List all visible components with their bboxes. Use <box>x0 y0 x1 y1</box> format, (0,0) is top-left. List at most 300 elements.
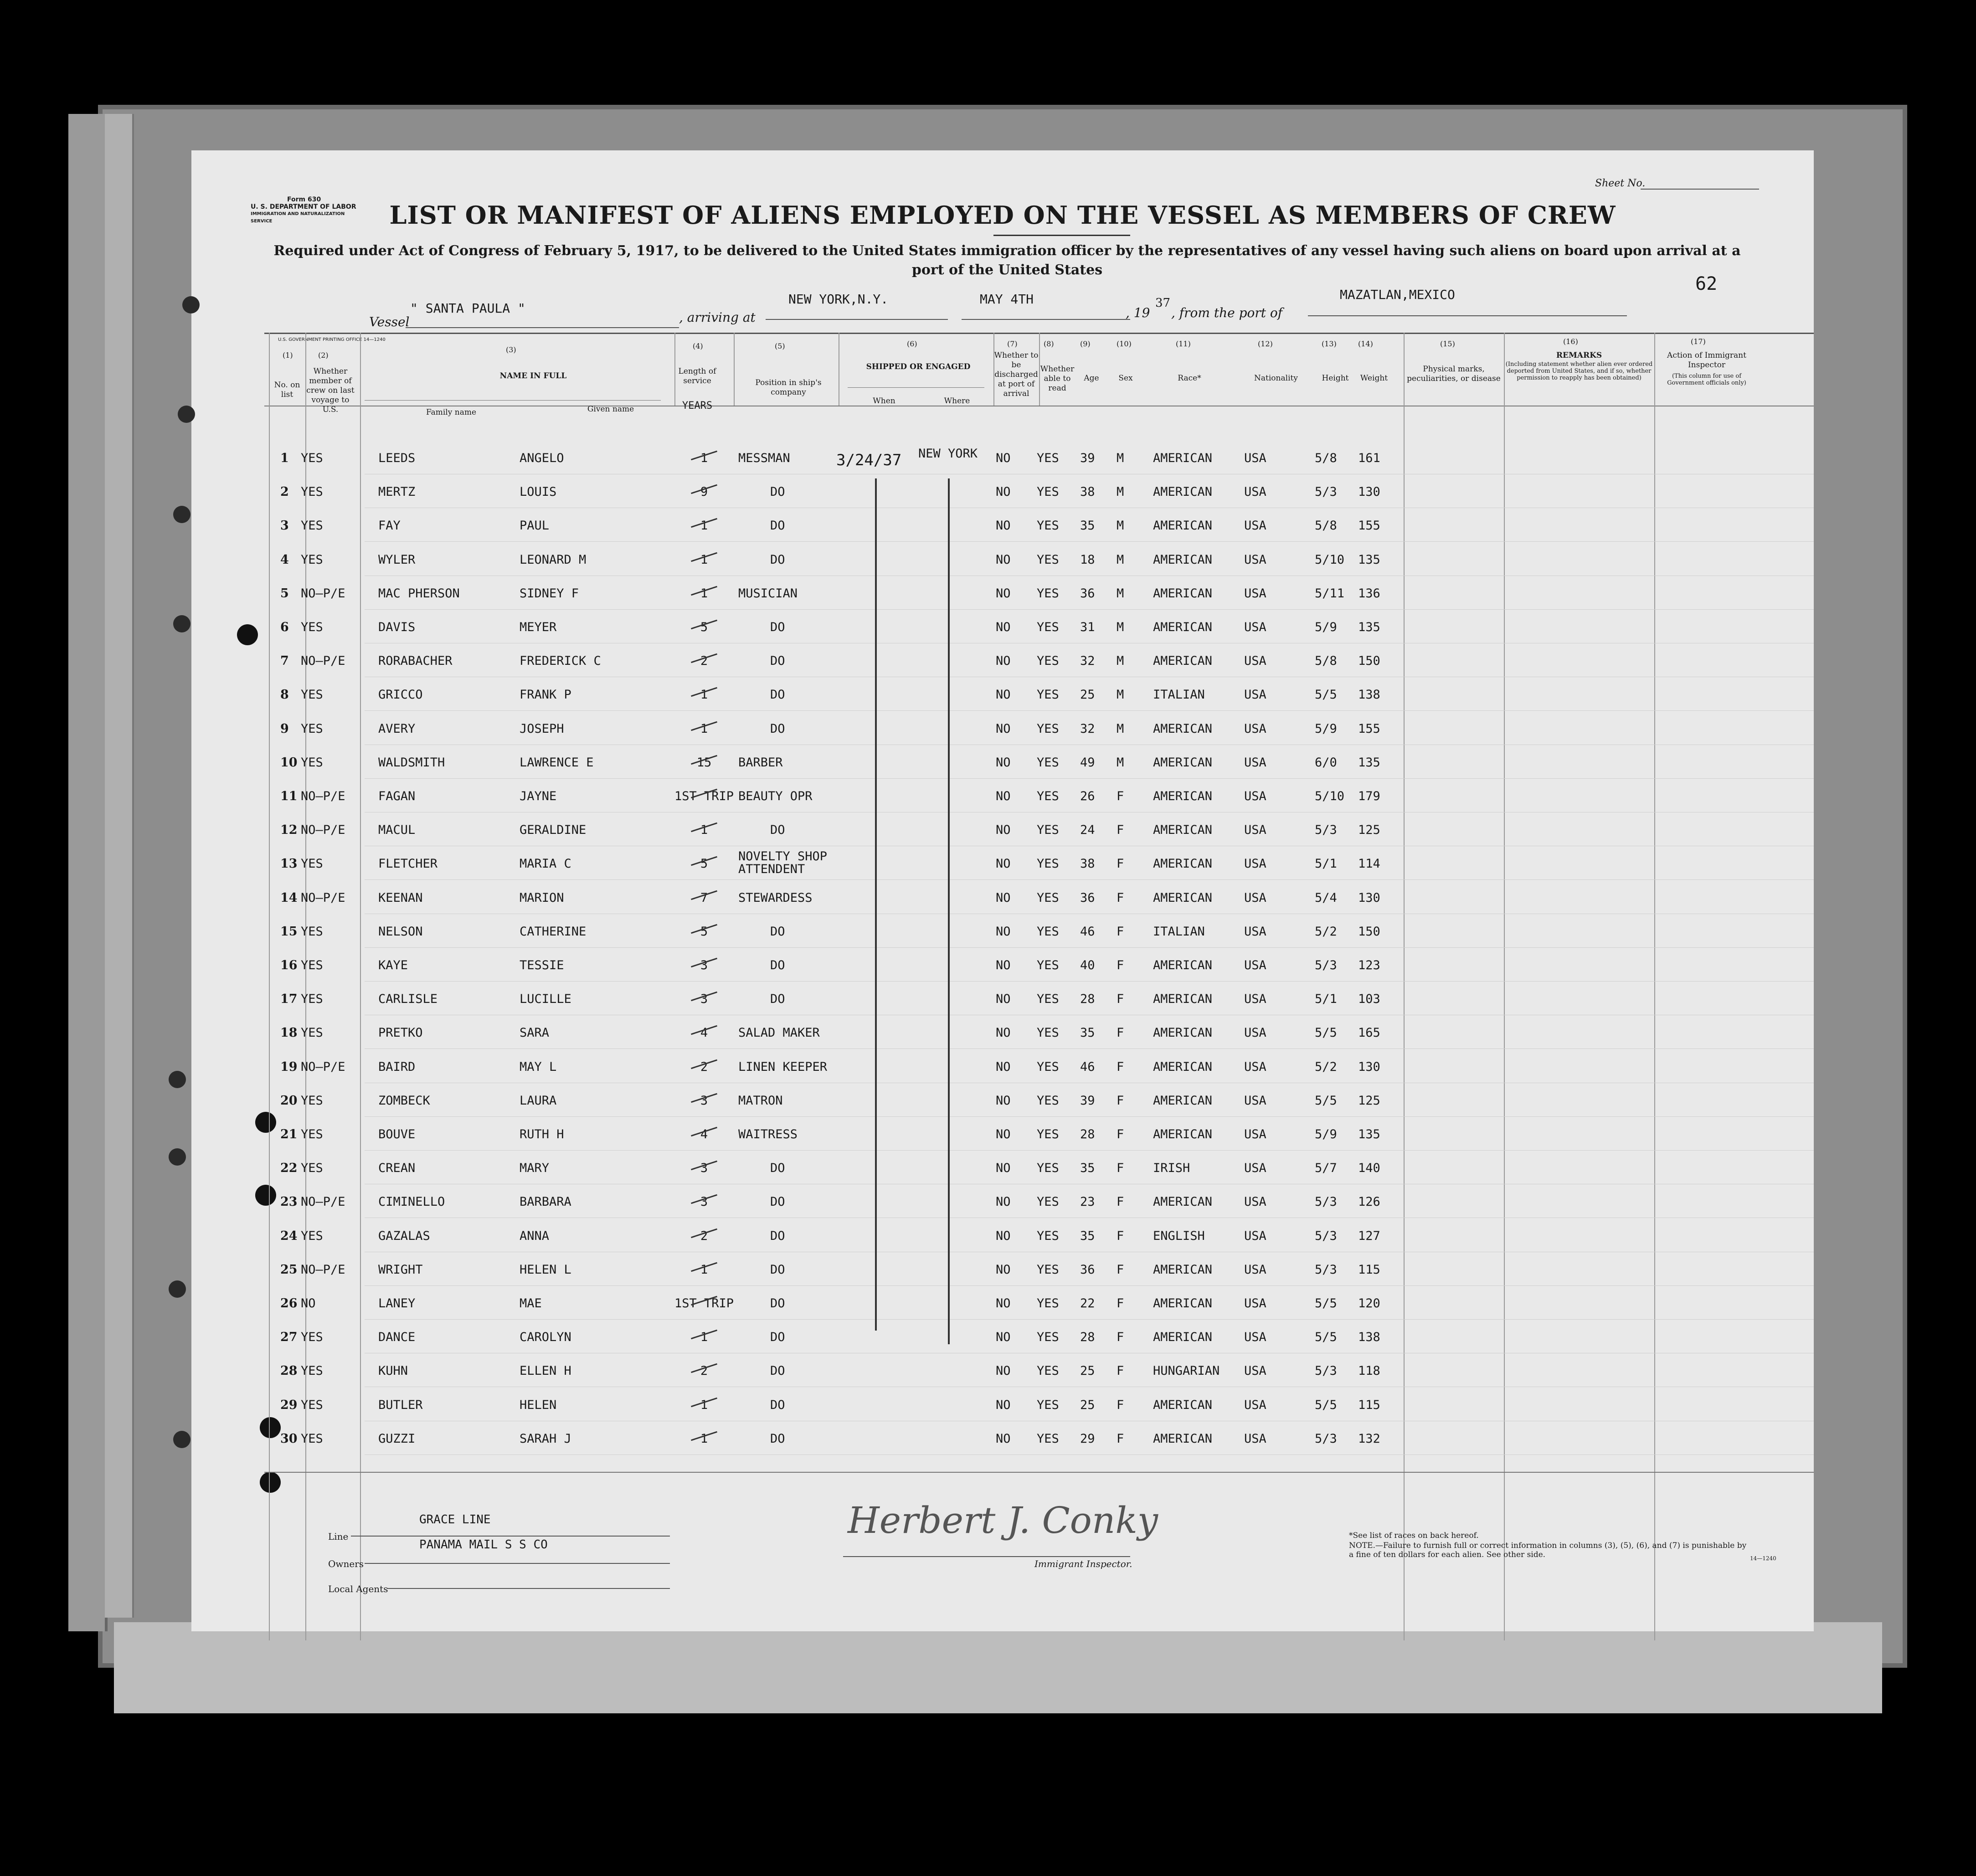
age-cell: 36 <box>1080 1262 1095 1277</box>
family-name-cell: LEEDS <box>378 451 416 465</box>
age-cell: 32 <box>1080 654 1095 668</box>
family-name-cell: BUTLER <box>378 1398 423 1412</box>
last-voyage-cell: NO—P/E <box>301 1262 345 1277</box>
position-cell: MUSICIAN <box>738 586 798 601</box>
nationality-cell: USA <box>1244 721 1266 736</box>
race-cell: AMERICAN <box>1153 451 1213 465</box>
discharged-cell: NO <box>996 552 1011 567</box>
from-port-label: , from the port of <box>1171 305 1283 320</box>
position-cell: DO <box>770 1398 785 1412</box>
age-cell: 22 <box>1080 1296 1095 1311</box>
race-cell: AMERICAN <box>1153 1296 1213 1311</box>
discharged-cell: NO <box>996 519 1011 533</box>
service-cell: 4 <box>700 1127 708 1141</box>
given-name-cell: MARION <box>520 890 564 905</box>
form-identifier: Form 630 U. S. DEPARTMENT OF LABOR IMMIGRATION AND NATURALIZATION SERVICE <box>251 196 356 224</box>
able-read-cell: YES <box>1037 1330 1059 1345</box>
able-read-cell: YES <box>1037 992 1059 1007</box>
given-name-cell: LAWRENCE E <box>520 755 594 770</box>
discharged-cell: NO <box>996 857 1011 871</box>
arrival-date: MAY 4TH <box>980 292 1034 307</box>
sex-cell: M <box>1117 451 1124 465</box>
row-number: 17 <box>280 992 298 1007</box>
sex-cell: F <box>1117 1059 1124 1074</box>
sex-cell: F <box>1117 1228 1124 1243</box>
col-rule <box>1404 333 1405 1640</box>
sex-cell: M <box>1117 552 1124 567</box>
row-number: 6 <box>280 620 289 634</box>
height-cell: 5/3 <box>1315 1228 1337 1243</box>
line-label: Line <box>328 1531 349 1542</box>
col-header-remarks-note: (Including statement whether alien ever ordered deported from United States, and if so, whether permission to reapply has been obtained) <box>1505 361 1653 381</box>
col-rule <box>1039 333 1040 406</box>
year-suffix: 37 <box>1155 296 1171 310</box>
service-cell: 3 <box>700 992 708 1007</box>
col-num-13: (13) <box>1322 339 1337 348</box>
able-read-cell: YES <box>1037 823 1059 838</box>
discharged-cell: NO <box>996 1059 1011 1074</box>
given-name-cell: HELEN L <box>520 1262 571 1277</box>
sex-cell: M <box>1117 688 1124 702</box>
race-cell: AMERICAN <box>1153 485 1213 499</box>
able-read-cell: YES <box>1037 620 1059 634</box>
given-name-cell: LAURA <box>520 1093 557 1108</box>
service-cell: 9 <box>700 485 708 499</box>
col-header-able-read: Whether able to read <box>1040 365 1075 393</box>
row-number: 4 <box>280 552 289 567</box>
discharged-cell: NO <box>996 586 1011 601</box>
row-number: 26 <box>280 1296 298 1311</box>
family-name-cell: GAZALAS <box>378 1228 430 1243</box>
able-read-cell: YES <box>1037 1161 1059 1176</box>
height-cell: 5/5 <box>1315 1093 1337 1108</box>
age-cell: 29 <box>1080 1431 1095 1446</box>
discharged-cell: NO <box>996 654 1011 668</box>
service-cell: 1ST TRIP <box>674 1296 734 1311</box>
given-name-cell: MAE <box>520 1296 542 1311</box>
discharged-cell: NO <box>996 890 1011 905</box>
col-header-age: Age <box>1084 374 1099 383</box>
height-cell: 5/3 <box>1315 1195 1337 1209</box>
discharged-cell: NO <box>996 924 1011 939</box>
col-num-1: (1) <box>283 351 293 360</box>
service-cell: 4 <box>700 1026 708 1040</box>
race-cell: IRISH <box>1153 1161 1190 1176</box>
able-read-cell: YES <box>1037 1364 1059 1378</box>
last-voyage-cell: YES <box>301 620 323 634</box>
race-cell: AMERICAN <box>1153 755 1213 770</box>
family-name-cell: BAIRD <box>378 1059 416 1074</box>
race-cell: AMERICAN <box>1153 1262 1213 1277</box>
service-cell: 7 <box>700 890 708 905</box>
age-cell: 24 <box>1080 823 1095 838</box>
weight-cell: 135 <box>1358 552 1380 567</box>
position-cell: DO <box>770 1262 785 1277</box>
row-divider <box>365 778 1814 779</box>
position-cell: DO <box>770 924 785 939</box>
service-cell: 1 <box>700 1262 708 1277</box>
age-cell: 23 <box>1080 1195 1095 1209</box>
discharged-cell: NO <box>996 1026 1011 1040</box>
age-cell: 26 <box>1080 789 1095 803</box>
row-number: 20 <box>280 1093 298 1108</box>
sex-cell: F <box>1117 1296 1124 1311</box>
family-name-cell: FAGAN <box>378 789 416 803</box>
age-cell: 46 <box>1080 1059 1095 1074</box>
race-cell: AMERICAN <box>1153 823 1213 838</box>
row-number: 29 <box>280 1398 298 1412</box>
nationality-cell: USA <box>1244 1296 1266 1311</box>
title-underline <box>993 235 1130 236</box>
discharged-cell: NO <box>996 1330 1011 1345</box>
last-voyage-cell: NO—P/E <box>301 823 345 838</box>
row-number: 10 <box>280 755 298 770</box>
family-name-cell: MACUL <box>378 823 416 838</box>
height-cell: 5/9 <box>1315 620 1337 634</box>
col-num-17: (17) <box>1691 337 1706 346</box>
able-read-cell: YES <box>1037 890 1059 905</box>
sex-cell: F <box>1117 1364 1124 1378</box>
family-name-cell: PRETKO <box>378 1026 423 1040</box>
last-voyage-cell: YES <box>301 755 323 770</box>
sex-cell: M <box>1117 519 1124 533</box>
service-cell: 1 <box>700 1431 708 1446</box>
nationality-cell: USA <box>1244 992 1266 1007</box>
row-number: 30 <box>280 1431 298 1446</box>
from-port: MAZATLAN,MEXICO <box>1340 287 1455 302</box>
sheet-number-label: Sheet No. <box>1595 178 1646 189</box>
position-cell: DO <box>770 958 785 972</box>
weight-cell: 127 <box>1358 1228 1380 1243</box>
row-number: 22 <box>280 1161 298 1176</box>
family-name-cell: KAYE <box>378 958 408 972</box>
weight-cell: 138 <box>1358 688 1380 702</box>
height-cell: 5/5 <box>1315 1026 1337 1040</box>
last-voyage-cell: YES <box>301 721 323 736</box>
sheet-stamp-number: 62 <box>1695 273 1718 294</box>
weight-cell: 115 <box>1358 1398 1380 1412</box>
race-cell: AMERICAN <box>1153 992 1213 1007</box>
able-read-cell: YES <box>1037 1195 1059 1209</box>
col-num-10: (10) <box>1117 339 1132 348</box>
sex-cell: F <box>1117 857 1124 871</box>
penalty-note: NOTE.—Failure to furnish full or correct information in columns (3), (5), (6), and (7) is punishable by a fine of ten dollars for each alien. See other side. <box>1349 1541 1747 1559</box>
given-name-cell: ANGELO <box>520 451 564 465</box>
ditto-line-when <box>875 478 877 1331</box>
able-read-cell: YES <box>1037 1398 1059 1412</box>
position-cell: DO <box>770 721 785 736</box>
sex-cell: F <box>1117 1161 1124 1176</box>
height-cell: 5/10 <box>1315 552 1345 567</box>
race-cell: AMERICAN <box>1153 958 1213 972</box>
family-name-cell: FAY <box>378 519 401 533</box>
col-rule <box>734 333 735 406</box>
given-name-cell: MARIA C <box>520 857 571 871</box>
punch-hole <box>173 1431 190 1448</box>
nationality-cell: USA <box>1244 688 1266 702</box>
height-cell: 5/3 <box>1315 1364 1337 1378</box>
row-number: 7 <box>280 654 289 668</box>
sex-cell: F <box>1117 1330 1124 1345</box>
position-cell: DO <box>770 1364 785 1378</box>
col-header-family: Family name <box>426 408 477 417</box>
race-cell: ITALIAN <box>1153 924 1205 939</box>
row-divider <box>365 1116 1814 1117</box>
age-cell: 32 <box>1080 721 1095 736</box>
punch-hole <box>182 296 200 314</box>
race-cell: HUNGARIAN <box>1153 1364 1220 1378</box>
nationality-cell: USA <box>1244 1026 1266 1040</box>
age-cell: 28 <box>1080 1127 1095 1141</box>
service-cell: 5 <box>700 857 708 871</box>
vessel-name: " SANTA PAULA " <box>410 301 525 316</box>
height-cell: 5/5 <box>1315 688 1337 702</box>
weight-cell: 130 <box>1358 890 1380 905</box>
service-cell: 5 <box>700 924 708 939</box>
punch-hole <box>260 1417 281 1438</box>
last-voyage-cell: YES <box>301 1398 323 1412</box>
discharged-cell: NO <box>996 451 1011 465</box>
height-cell: 5/5 <box>1315 1296 1337 1311</box>
col-header-given: Given name <box>587 405 634 414</box>
height-cell: 6/0 <box>1315 755 1337 770</box>
height-cell: 5/2 <box>1315 924 1337 939</box>
given-name-cell: SARAH J <box>520 1431 571 1446</box>
nationality-cell: USA <box>1244 1093 1266 1108</box>
position-cell: STEWARDESS <box>738 890 813 905</box>
col-rule <box>360 333 361 1640</box>
punch-hole <box>173 506 190 523</box>
able-read-cell: YES <box>1037 721 1059 736</box>
from-port-line <box>1308 315 1627 316</box>
height-cell: 5/3 <box>1315 1431 1337 1446</box>
punch-hole <box>169 1280 186 1298</box>
family-name-cell: LANEY <box>378 1296 416 1311</box>
age-cell: 25 <box>1080 1398 1095 1412</box>
row-divider <box>365 1150 1814 1151</box>
vessel-label: Vessel <box>369 314 410 329</box>
nationality-cell: USA <box>1244 552 1266 567</box>
shipped-where: NEW YORK <box>918 447 978 461</box>
age-cell: 40 <box>1080 958 1095 972</box>
arriving-port: NEW YORK,N.Y. <box>788 292 889 307</box>
row-number: 3 <box>280 519 289 533</box>
last-voyage-cell: NO—P/E <box>301 890 345 905</box>
shipped-subrule <box>848 387 984 388</box>
last-voyage-cell: NO <box>301 1296 316 1311</box>
age-cell: 36 <box>1080 890 1095 905</box>
position-cell: DO <box>770 688 785 702</box>
col-num-2: (2) <box>318 351 329 360</box>
col-header-length: Length of service <box>678 367 716 385</box>
race-cell: AMERICAN <box>1153 1330 1213 1345</box>
able-read-cell: YES <box>1037 688 1059 702</box>
nationality-cell: USA <box>1244 924 1266 939</box>
sex-cell: F <box>1117 992 1124 1007</box>
nationality-cell: USA <box>1244 1195 1266 1209</box>
family-name-cell: WYLER <box>378 552 416 567</box>
position-cell: DO <box>770 1195 785 1209</box>
row-number: 9 <box>280 721 289 736</box>
weight-cell: 126 <box>1358 1195 1380 1209</box>
able-read-cell: YES <box>1037 1296 1059 1311</box>
position-cell: DO <box>770 1296 785 1311</box>
row-divider <box>365 710 1814 711</box>
ledger-binding-inner <box>105 114 134 1618</box>
able-read-cell: YES <box>1037 552 1059 567</box>
age-cell: 25 <box>1080 1364 1095 1378</box>
age-cell: 25 <box>1080 688 1095 702</box>
service-cell: 3 <box>700 1093 708 1108</box>
race-cell: AMERICAN <box>1153 1127 1213 1141</box>
service-cell: 1 <box>700 451 708 465</box>
height-cell: 5/7 <box>1315 1161 1337 1176</box>
height-cell: 5/3 <box>1315 958 1337 972</box>
row-divider <box>365 879 1814 880</box>
age-cell: 39 <box>1080 451 1095 465</box>
row-divider <box>365 609 1814 610</box>
sex-cell: F <box>1117 924 1124 939</box>
nationality-cell: USA <box>1244 519 1266 533</box>
race-cell: AMERICAN <box>1153 654 1213 668</box>
col-header-remarks: REMARKS <box>1556 351 1602 360</box>
weight-cell: 150 <box>1358 924 1380 939</box>
given-name-cell: FREDERICK C <box>520 654 601 668</box>
col-rule <box>993 333 994 406</box>
age-cell: 46 <box>1080 924 1095 939</box>
weight-cell: 155 <box>1358 519 1380 533</box>
given-name-cell: HELEN <box>520 1398 557 1412</box>
discharged-cell: NO <box>996 1228 1011 1243</box>
last-voyage-cell: YES <box>301 485 323 499</box>
given-name-cell: MEYER <box>520 620 557 634</box>
sex-cell: F <box>1117 1431 1124 1446</box>
able-read-cell: YES <box>1037 1228 1059 1243</box>
row-number: 24 <box>280 1228 298 1243</box>
discharged-cell: NO <box>996 789 1011 803</box>
col-num-14: (14) <box>1358 339 1373 348</box>
row-number: 12 <box>280 823 298 838</box>
ledger-pages-edge <box>114 1622 1882 1713</box>
arrival-date-line <box>962 319 1130 320</box>
last-voyage-cell: YES <box>301 924 323 939</box>
row-divider <box>365 1285 1814 1286</box>
service-cell: 3 <box>700 958 708 972</box>
inspector-label: Immigrant Inspector. <box>1034 1558 1132 1569</box>
row-number: 21 <box>280 1127 298 1141</box>
service-cell: 2 <box>700 654 708 668</box>
race-cell: AMERICAN <box>1153 552 1213 567</box>
family-name-cell: DAVIS <box>378 620 416 634</box>
row-number: 18 <box>280 1026 298 1040</box>
able-read-cell: YES <box>1037 958 1059 972</box>
given-name-cell: TESSIE <box>520 958 564 972</box>
col-num-7: (7) <box>1007 339 1018 348</box>
nationality-cell: USA <box>1244 1228 1266 1243</box>
col-header-height: Height <box>1322 374 1349 383</box>
weight-cell: 136 <box>1358 586 1380 601</box>
family-name-cell: AVERY <box>378 721 416 736</box>
weight-cell: 150 <box>1358 654 1380 668</box>
position-cell: DO <box>770 485 785 499</box>
family-name-cell: CREAN <box>378 1161 416 1176</box>
service-cell: 3 <box>700 1195 708 1209</box>
sex-cell: M <box>1117 755 1124 770</box>
weight-cell: 138 <box>1358 1330 1380 1345</box>
service-cell: 1 <box>700 552 708 567</box>
nationality-cell: USA <box>1244 890 1266 905</box>
owners-value: PANAMA MAIL S S CO <box>419 1538 548 1552</box>
discharged-cell: NO <box>996 485 1011 499</box>
age-cell: 35 <box>1080 1161 1095 1176</box>
row-divider <box>365 541 1814 542</box>
age-cell: 49 <box>1080 755 1095 770</box>
nationality-cell: USA <box>1244 1398 1266 1412</box>
sex-cell: F <box>1117 823 1124 838</box>
discharged-cell: NO <box>996 1364 1011 1378</box>
race-cell: AMERICAN <box>1153 620 1213 634</box>
col-num-6: (6) <box>907 339 917 348</box>
sex-cell: F <box>1117 1127 1124 1141</box>
family-name-cell: KUHN <box>378 1364 408 1378</box>
height-cell: 5/4 <box>1315 890 1337 905</box>
weight-cell: 130 <box>1358 1059 1380 1074</box>
col-num-5: (5) <box>775 342 785 350</box>
name-subrule <box>365 400 661 401</box>
given-name-cell: ANNA <box>520 1228 550 1243</box>
weight-cell: 135 <box>1358 620 1380 634</box>
col-num-12: (12) <box>1258 339 1273 348</box>
discharged-cell: NO <box>996 1262 1011 1277</box>
family-name-cell: MERTZ <box>378 485 416 499</box>
service-cell: 1 <box>700 519 708 533</box>
last-voyage-cell: YES <box>301 552 323 567</box>
vessel-name-line <box>406 327 679 328</box>
weight-cell: 135 <box>1358 755 1380 770</box>
punch-hole <box>255 1112 276 1133</box>
last-voyage-cell: YES <box>301 1228 323 1243</box>
line-field <box>351 1536 670 1537</box>
discharged-cell: NO <box>996 755 1011 770</box>
discharged-cell: NO <box>996 620 1011 634</box>
col-header-action-note: (This column for use of Government officials only) <box>1667 373 1746 386</box>
row-number: 25 <box>280 1262 298 1277</box>
sex-cell: M <box>1117 485 1124 499</box>
owners-label: Owners <box>328 1558 364 1569</box>
position-cell: SALAD MAKER <box>738 1026 820 1040</box>
nationality-cell: USA <box>1244 1059 1266 1074</box>
nationality-cell: USA <box>1244 1262 1266 1277</box>
height-cell: 5/3 <box>1315 1262 1337 1277</box>
col-num-9: (9) <box>1080 339 1091 348</box>
agents-field <box>387 1588 670 1589</box>
service-cell: 2 <box>700 1059 708 1074</box>
weight-cell: 132 <box>1358 1431 1380 1446</box>
weight-cell: 120 <box>1358 1296 1380 1311</box>
family-name-cell: FLETCHER <box>378 857 438 871</box>
height-cell: 5/1 <box>1315 857 1337 871</box>
nationality-cell: USA <box>1244 1431 1266 1446</box>
able-read-cell: YES <box>1037 519 1059 533</box>
service-cell: 1 <box>700 823 708 838</box>
col-header-nationality: Nationality <box>1254 374 1298 383</box>
weight-cell: 123 <box>1358 958 1380 972</box>
height-cell: 5/8 <box>1315 654 1337 668</box>
able-read-cell: YES <box>1037 1026 1059 1040</box>
inspector-signature: Herbert J. Conky <box>848 1499 1158 1542</box>
able-read-cell: YES <box>1037 654 1059 668</box>
sex-cell: M <box>1117 586 1124 601</box>
